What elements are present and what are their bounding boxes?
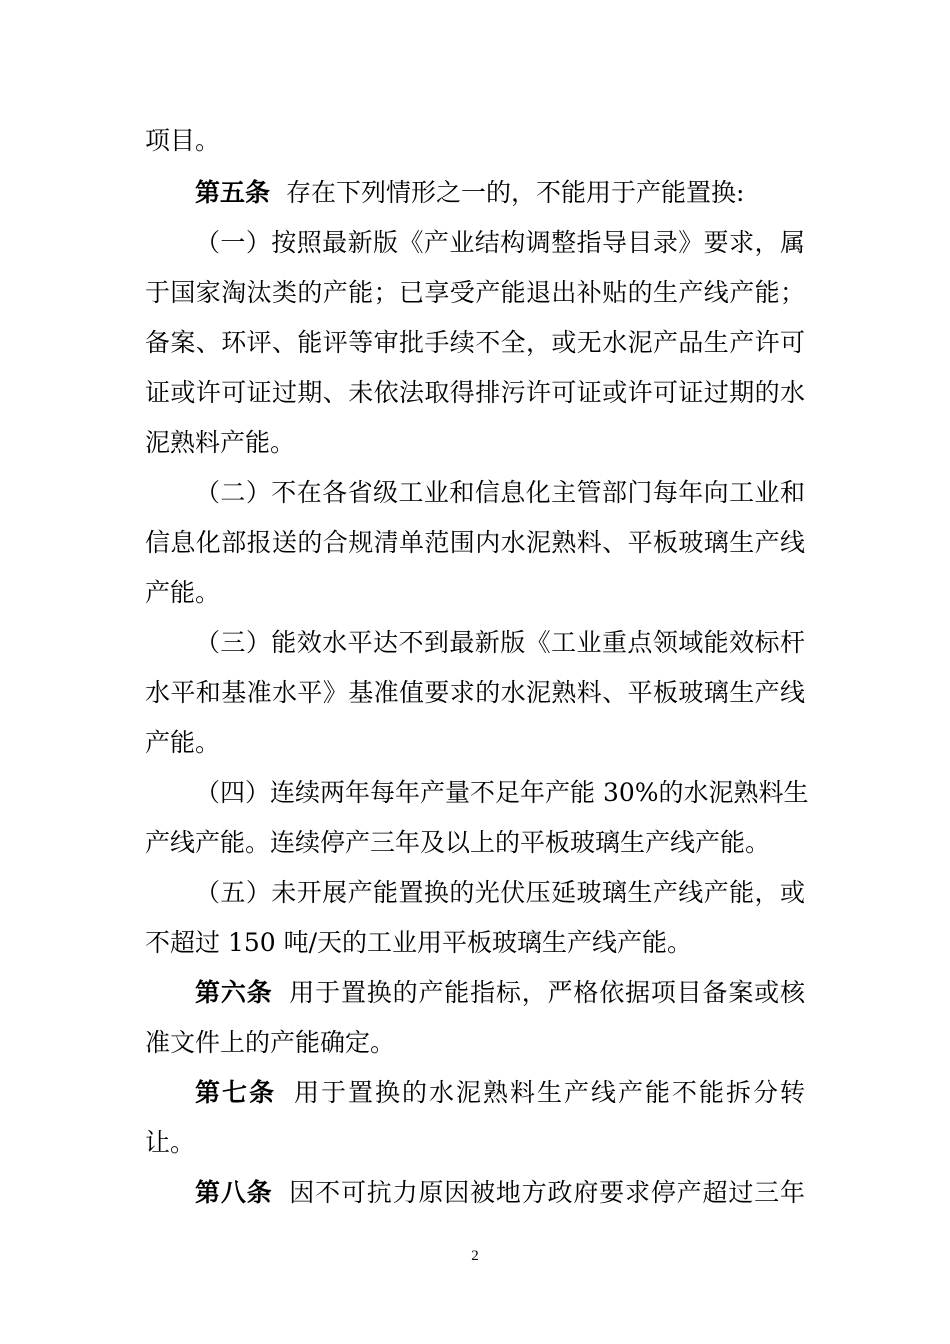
article-5-label: 第五条 [195,178,271,207]
page-number: 2 [471,1248,479,1264]
item-4-line: 产线产能。连续停产三年及以上的平板玻璃生产线产能。 [145,828,771,857]
item-1-line: （一）按照最新版《产业结构调整指导目录》要求，属 [195,228,805,257]
article-8-text: 因不可抗力原因被地方政府要求停产超过三年 [288,1178,805,1207]
article-6-heading-line [195,976,805,1010]
item-4-line: （四）连续两年每年产量不足年产能 30%的水泥熟料生 [195,778,809,807]
article-7-heading-line [195,1076,805,1110]
article-6-text: 用于置换的产能指标，严格依据项目备案或核 [288,978,805,1007]
text-line: 项目。 [145,126,221,155]
article-6-line: 准文件上的产能确定。 [145,1028,396,1057]
article-8-heading-line [195,1176,805,1210]
item-2-line: （二）不在各省级工业和信息化主管部门每年向工业和 [195,478,805,507]
item-2-line: 信息化部报送的合规清单范围内水泥熟料、平板玻璃生产线 [145,528,805,557]
item-1-line: 证或许可证过期、未依法取得排污许可证或许可证过期的水 [145,378,805,407]
item-1-line: 于国家淘汰类的产能；已享受产能退出补贴的生产线产能； [145,278,805,307]
item-3-line: （三）能效水平达不到最新版《工业重点领域能效标杆 [195,628,805,657]
article-8-label: 第八条 [195,1178,273,1207]
article-5-heading-line [195,176,805,210]
item-5-line: （五）未开展产能置换的光伏压延玻璃生产线产能，或 [195,878,805,907]
article-7-text: 用于置换的水泥熟料生产线产能不能拆分转 [292,1078,805,1107]
article-5-text: 存在下列情形之一的，不能用于产能置换: [286,178,745,207]
article-7-line: 让。 [145,1128,196,1157]
item-2-line: 产能。 [145,578,221,607]
article-7-label: 第七条 [195,1078,276,1107]
item-3-line: 产能。 [145,728,221,757]
article-6-label: 第六条 [195,978,273,1007]
item-3-line: 水平和基准水平》基准值要求的水泥熟料、平板玻璃生产线 [145,678,805,707]
item-5-line: 不超过 150 吨/天的工业用平板玻璃生产线产能。 [145,928,693,957]
item-1-line: 备案、环评、能评等审批手续不全，或无水泥产品生产许可 [145,328,805,357]
item-1-line: 泥熟料产能。 [145,428,296,457]
